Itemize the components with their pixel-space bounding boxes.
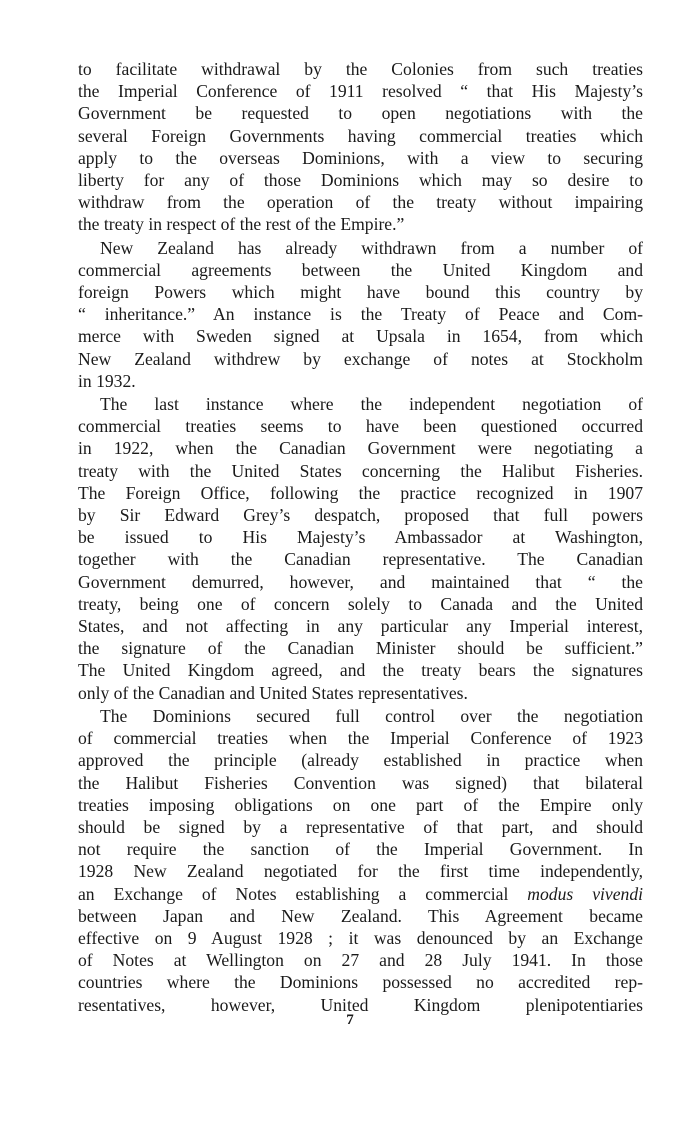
text-line: the signature of the Canadian Minister should be sufficient.” xyxy=(78,638,643,659)
paragraph xyxy=(78,705,643,1016)
text-line: several Foreign Governments having commercial treaties which xyxy=(78,125,643,146)
text-line: of Notes at Wellington on 27 and 28 July 1941. In those xyxy=(78,950,643,971)
text-line: treaty with the United States concerning the Halibut Fisheries. xyxy=(78,460,643,481)
text-line: foreign Powers which might have bound this country by xyxy=(78,282,643,303)
text-line: be issued to His Majesty’s Ambassador at Washington, xyxy=(78,527,643,548)
text-line: “ inheritance.” An instance is the Treaty of Peace and Com- xyxy=(78,304,643,325)
text-line: countries where the Dominions possessed no accredited rep- xyxy=(78,972,643,993)
text-line: approved the principle (already established in practice when xyxy=(78,750,643,771)
text-line: apply to the overseas Dominions, with a view to securing xyxy=(78,147,643,168)
text-line: treaties imposing obligations on one part of the Empire only xyxy=(78,794,643,815)
text-line: New Zealand withdrew by exchange of notes at Stockholm xyxy=(78,348,643,369)
text-line: effective on 9 August 1928 ; it was denounced by an Exchange xyxy=(78,927,643,948)
text-line: should be signed by a representative of that part, and should xyxy=(78,816,643,837)
text-line: New Zealand has already withdrawn from a number of xyxy=(100,237,643,258)
paragraph xyxy=(78,58,643,236)
text-line: the treaty in respect of the rest of the Empire.” xyxy=(78,214,405,235)
text-line: by Sir Edward Grey’s despatch, proposed that full powers xyxy=(78,505,643,526)
text-line: The Dominions secured full control over the negotiation xyxy=(100,705,643,726)
page-number: 7 xyxy=(346,1012,354,1028)
text-line: together with the Canadian representative. The Canadian xyxy=(78,549,643,570)
text-line: not require the sanction of the Imperial Government. In xyxy=(78,839,643,860)
text-run: an Exchange of Notes establishing a commercial xyxy=(78,883,528,904)
text-line: merce with Sweden signed at Upsala in 1654, from which xyxy=(78,326,643,347)
text-line: of commercial treaties when the Imperial Conference of 1923 xyxy=(78,728,643,749)
text-line: in 1922, when the Canadian Government were negotiating a xyxy=(78,438,643,459)
text-line: only of the Canadian and United States representatives. xyxy=(78,682,468,703)
text-line: commercial treaties seems to have been questioned occurred xyxy=(78,416,643,437)
text-line: The Foreign Office, following the practice recognized in 1907 xyxy=(78,482,643,503)
text-line: treaty, being one of concern solely to Canada and the United xyxy=(78,593,643,614)
text-line: to facilitate withdrawal by the Colonies from such treaties xyxy=(78,59,643,79)
text-line: the Halibut Fisheries Convention was signed) that bilateral xyxy=(78,772,643,793)
text-line: Government demurred, however, and maintained that “ the xyxy=(78,571,643,592)
text-line: between Japan and New Zealand. This Agreement became xyxy=(78,905,643,926)
text-line: in 1932. xyxy=(78,370,136,391)
text-line: withdraw from the operation of the treaty without impairing xyxy=(78,192,643,213)
text-line: The United Kingdom agreed, and the treaty bears the signatures xyxy=(78,660,643,681)
text-line xyxy=(78,883,643,905)
text-line: 1928 New Zealand negotiated for the first time independently, xyxy=(78,861,643,882)
text-line: liberty for any of those Dominions which may so desire to xyxy=(78,170,643,191)
paragraph xyxy=(78,393,643,704)
text-line: resentatives, however, United Kingdom plenipotentiaries xyxy=(78,994,643,1015)
text-line: commercial agreements between the United Kingdom and xyxy=(78,259,643,280)
text-line: States, and not affecting in any particular any Imperial interest, xyxy=(78,616,643,637)
italic-term: modus vivendi xyxy=(527,883,643,904)
paragraph xyxy=(78,237,643,392)
text-line: The last instance where the independent negotiation of xyxy=(100,394,643,415)
text-line: the Imperial Conference of 1911 resolved “ that His Majesty’s xyxy=(78,81,643,102)
text-line: Government be requested to open negotiations with the xyxy=(78,103,643,124)
document-page xyxy=(78,58,643,1016)
